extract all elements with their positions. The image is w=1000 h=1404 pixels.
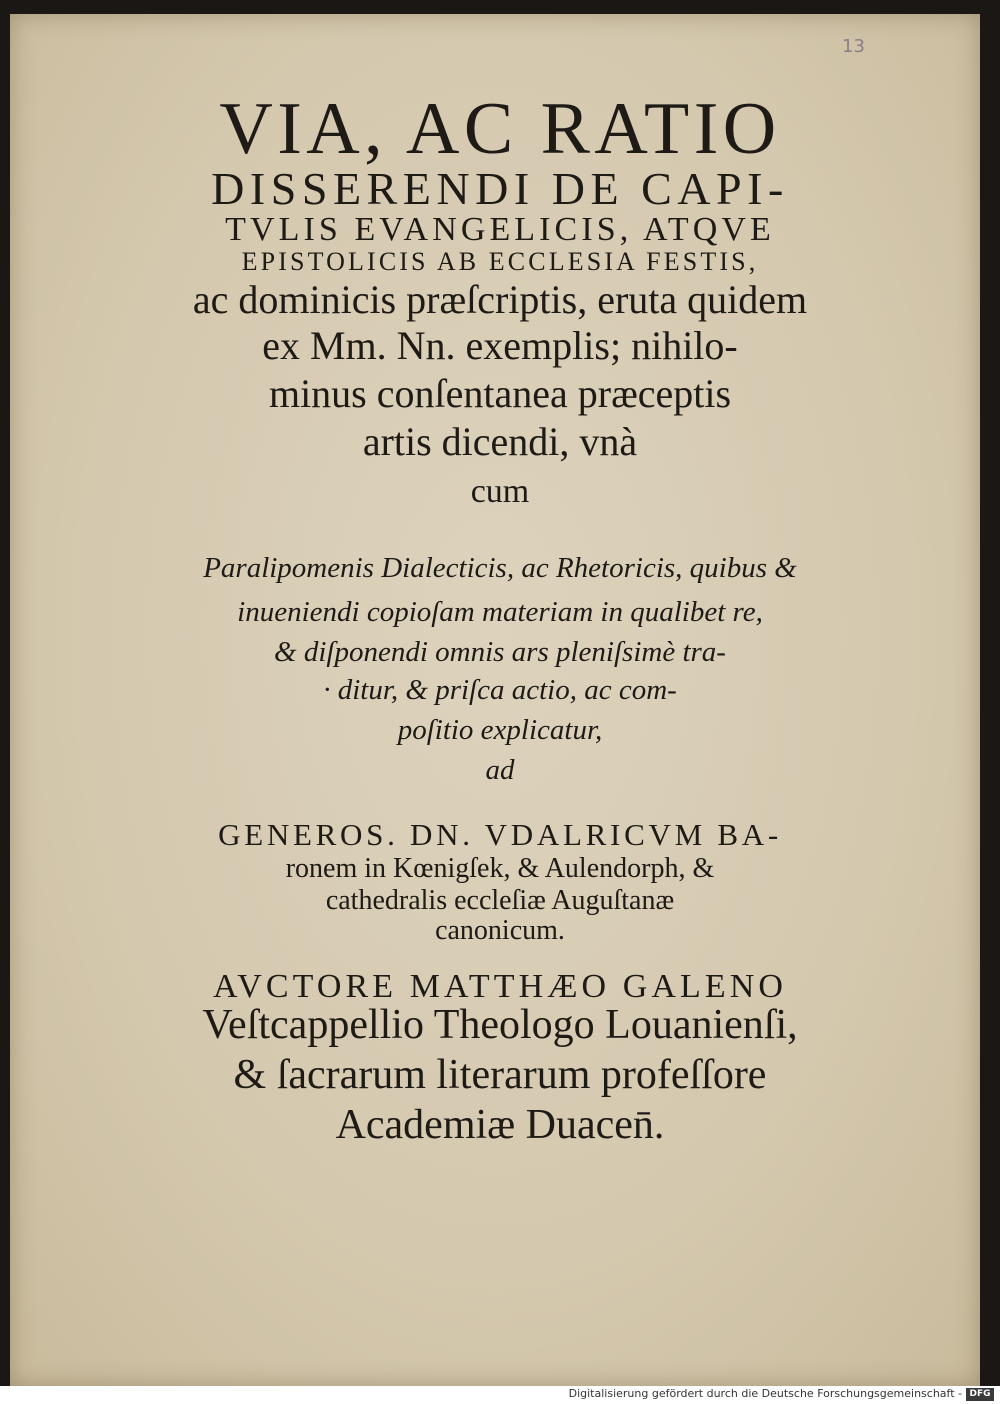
- title-line-9: cum: [470, 473, 530, 510]
- subtitle-line-3: & diſponendi omnis ars pleniſsimè tra-: [274, 636, 726, 668]
- subtitle-line-5: poſitio explicatur,: [397, 714, 603, 746]
- title-line-1: VIA, AC RATIO: [219, 88, 781, 170]
- author-line-2: Veſtcappellio Theologo Louanienſi,: [202, 1002, 798, 1048]
- author-line-1: AVCTORE MATTHÆO GALENO: [213, 968, 787, 1005]
- subtitle-line-1: Paralipomenis Dialecticis, ac Rhetoricis, quibus &: [203, 552, 797, 584]
- dedication-line-2: ronem in Kœnigſek, & Aulendorph, &: [285, 853, 715, 884]
- dedication-line-1: GENEROS. DN. VDALRICVM BA-: [218, 817, 782, 852]
- footer-bar: [0, 1386, 1000, 1404]
- funding-notice: Digitalisierung gefördert durch die Deutsche Forschungsgemeinschaft -: [568, 1387, 962, 1400]
- title-line-5: ac dominicis præſcriptis, eruta quidem: [192, 277, 808, 322]
- dedication-line-4: canonicum.: [435, 915, 565, 946]
- author-line-3: & ſacrarum literarum profeſſore: [233, 1052, 767, 1098]
- title-line-8: artis dicendi, vnà: [362, 419, 638, 464]
- subtitle-line-6: ad: [485, 754, 515, 786]
- dedication-line-3: cathedralis eccleſiæ Auguſtanæ: [325, 885, 675, 916]
- title-line-4: EPISTOLICIS AB ECCLESIA FESTIS,: [241, 247, 759, 276]
- subtitle-line-4: · ditur, & priſca actio, ac com-: [323, 674, 677, 706]
- dfg-logo[interactable]: DFG: [966, 1388, 994, 1401]
- title-line-2: DISSERENDI DE CAPI-: [211, 163, 789, 214]
- subtitle-line-2: inueniendi copioſam materiam in qualibet re,: [237, 596, 763, 628]
- author-line-4: Academiæ Duacen̄.: [335, 1102, 665, 1148]
- folio-number: 13: [842, 36, 865, 57]
- title-line-7: minus conſentanea præceptis: [268, 371, 732, 416]
- title-line-3: TVLIS EVANGELICIS, ATQVE: [225, 211, 775, 248]
- title-line-6: ex Mm. Nn. exemplis; nihilo-: [262, 323, 738, 368]
